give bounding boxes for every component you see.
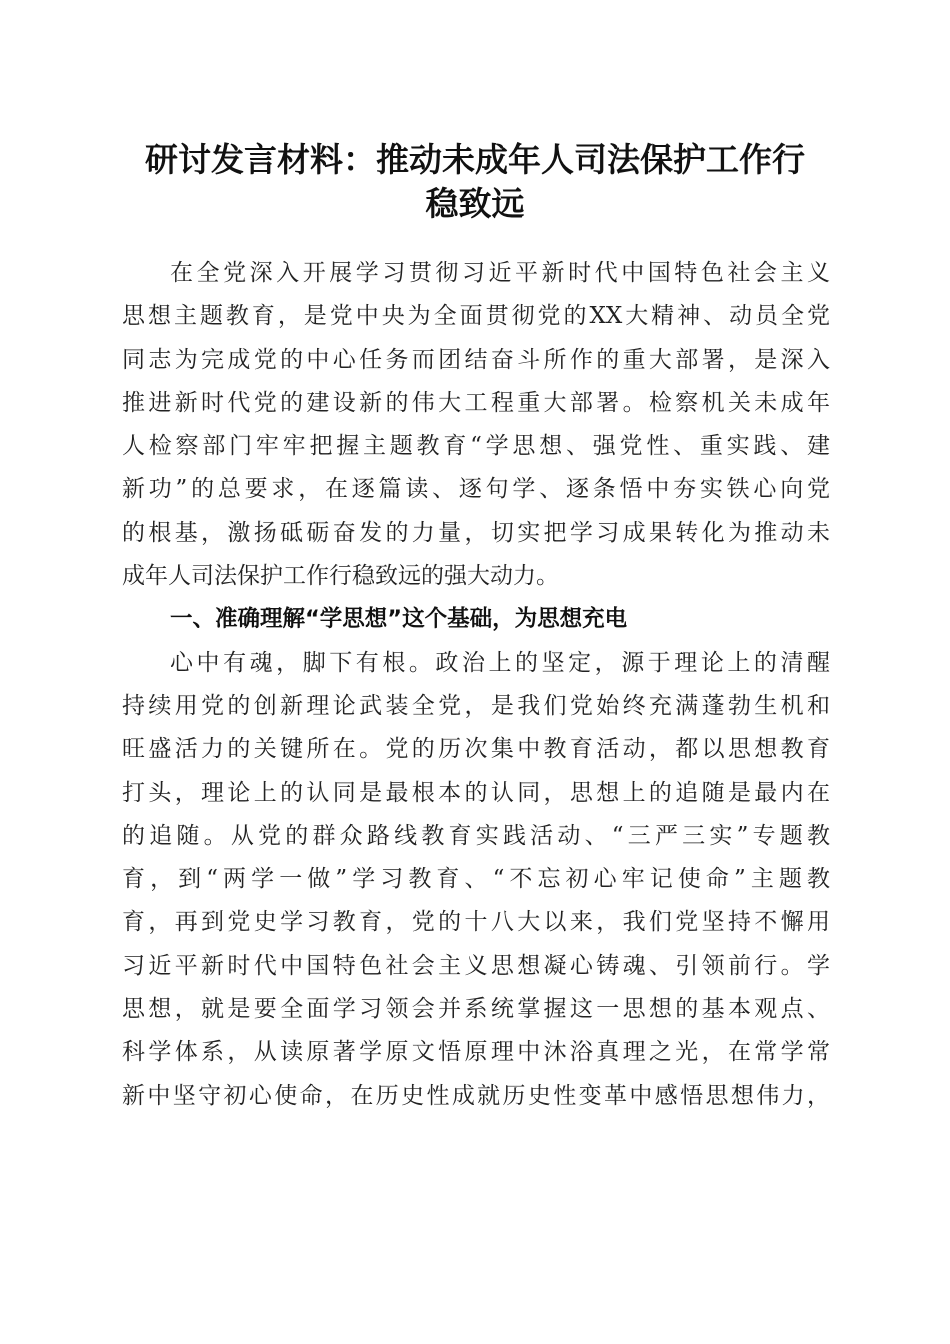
paragraph-line: 思想，就是要全面学习领会并系统掌握这一思想的基本观点、 xyxy=(122,996,830,1023)
section-heading-1: 一、准确理解“学思想”这个基础，为思想充电 xyxy=(170,606,628,633)
paragraph-line: 的追随。从党的群众路线教育实践活动、“三严三实”专题教 xyxy=(122,822,830,849)
paragraph-intro xyxy=(122,252,830,598)
paragraph-line: 新功”的总要求，在逐篇读、逐句学、逐条悟中夯实铁心向党 xyxy=(122,476,830,503)
paragraph-line: 同志为完成党的中心任务而团结奋斗所作的重大部署，是深入 xyxy=(122,346,830,373)
document-body xyxy=(122,252,830,1118)
paragraph-line: 心中有魂，脚下有根。政治上的坚定，源于理论上的清醒 xyxy=(170,649,830,676)
paragraph-section-1 xyxy=(122,642,830,1118)
paragraph-line: 人检察部门牢牢把握主题教育“学思想、强党性、重实践、建 xyxy=(122,433,830,460)
paragraph-line: 育，再到党史学习教育，党的十八大以来，我们党坚持不懈用 xyxy=(122,909,830,936)
paragraph-line: 推进新时代党的建设新的伟大工程重大部署。检察机关未成年 xyxy=(122,389,830,416)
paragraph-line: 科学体系，从读原著学原文悟原理中沐浴真理之光，在常学常 xyxy=(122,1039,830,1066)
document-title-line-1: 研讨发言材料：推动未成年人司法保护工作行 xyxy=(145,140,805,179)
paragraph-line: 新中坚守初心使命，在历史性成就历史性变革中感悟思想伟力， xyxy=(122,1082,830,1109)
paragraph-line: 成年人司法保护工作行稳致远的强大动力。 xyxy=(122,563,559,590)
paragraph-line: 旺盛活力的关键所在。党的历次集中教育活动，都以思想教育 xyxy=(122,736,830,763)
document-title-line-2: 稳致远 xyxy=(425,184,525,223)
paragraph-line: 持续用党的创新理论武装全党，是我们党始终充满蓬勃生机和 xyxy=(122,692,830,719)
paragraph-line: 的根基，激扬砥砺奋发的力量，切实把学习成果转化为推动未 xyxy=(122,519,830,546)
paragraph-line: 思想主题教育，是党中央为全面贯彻党的XX大精神、动员全党 xyxy=(122,303,830,330)
paragraph-line: 习近平新时代中国特色社会主义思想凝心铸魂、引领前行。学 xyxy=(122,952,830,979)
paragraph-line: 在全党深入开展学习贯彻习近平新时代中国特色社会主义 xyxy=(170,260,830,286)
paragraph-line: 打头，理论上的认同是最根本的认同，思想上的追随是最内在 xyxy=(122,779,830,806)
paragraph-line: 育，到“两学一做”学习教育、“不忘初心牢记使命”主题教 xyxy=(122,866,830,893)
